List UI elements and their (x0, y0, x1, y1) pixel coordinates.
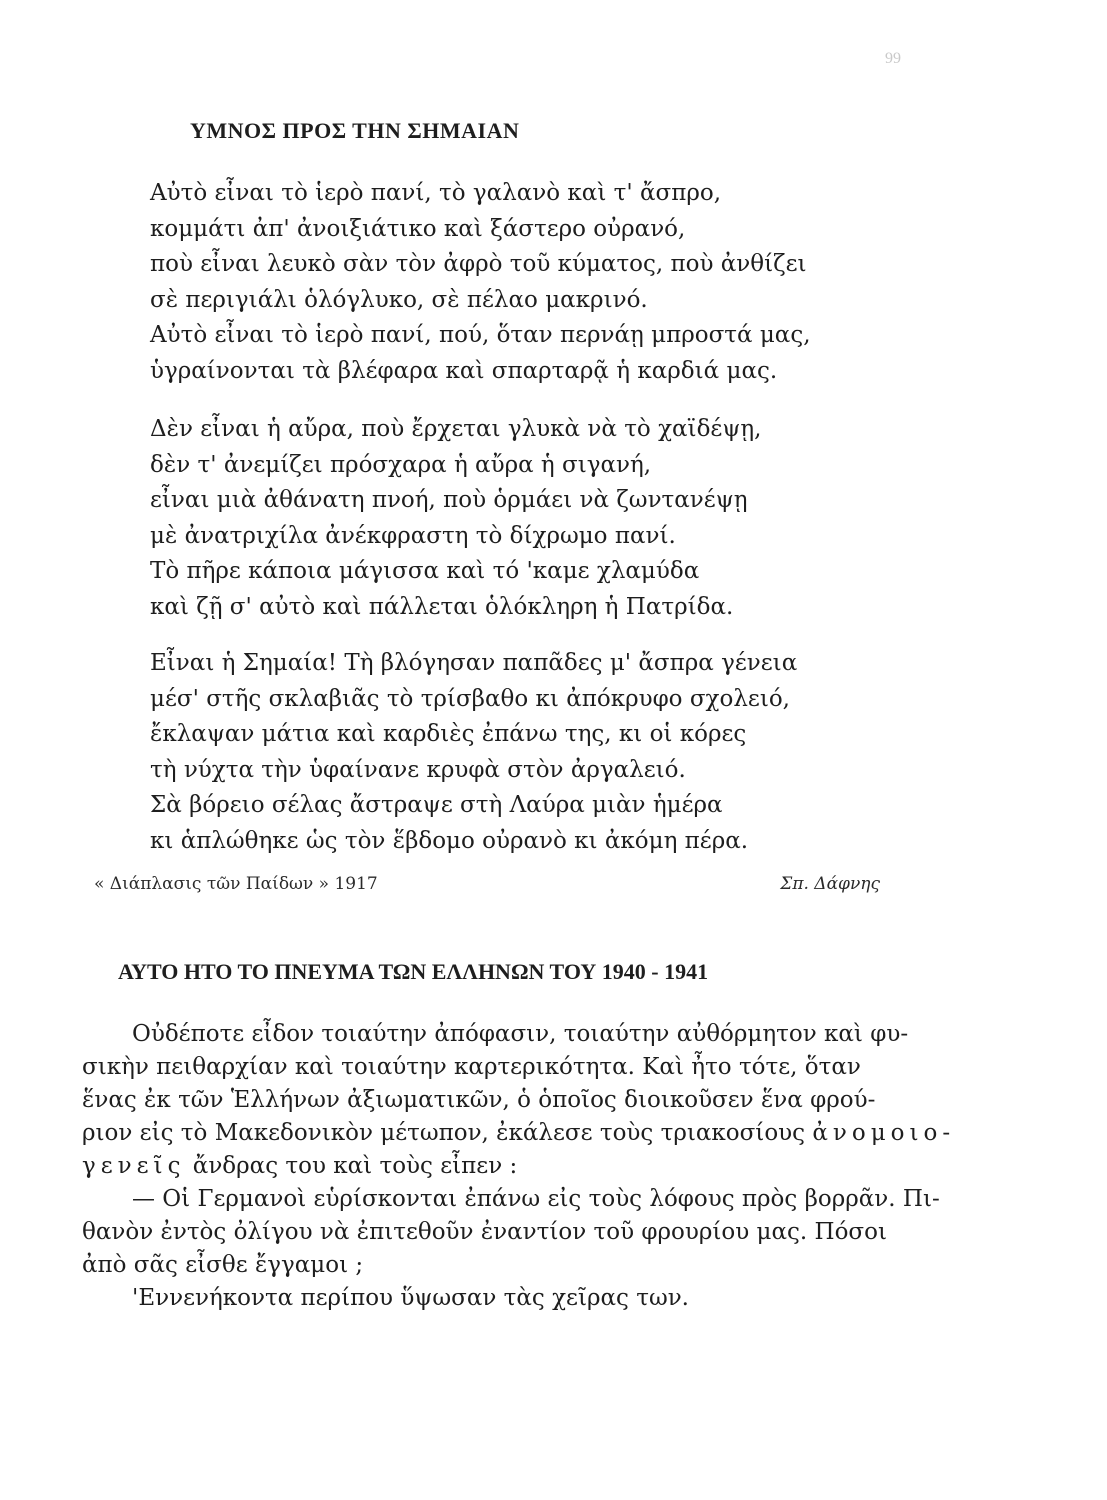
poem-stanza-3 (150, 646, 797, 859)
essay-line: — Οἱ Γερμανοὶ εὑρίσκονται ἐπάνω εἰς τοὺς λόφους πρὸς βορρᾶν. Πι- (132, 1186, 940, 1212)
poem-line: μὲ ἀνατριχίλα ἀνέκφραστη τὸ δίχρωμο πανί. (150, 522, 676, 549)
page-number: 99 (885, 50, 901, 67)
poem-line: ποὺ εἶναι λευκὸ σὰν τὸν ἀφρὸ τοῦ κύματος, ποὺ ἀνθίζει (150, 251, 807, 277)
essay-spaced-word: γενεῖς (82, 1153, 186, 1179)
essay-title: ΑΥΤΟ ΗΤΟ ΤΟ ΠΝΕΥΜΑ ΤΩΝ ΕΛΛΗΝΩΝ ΤΟΥ 1940 - 1941 (118, 959, 709, 984)
poem-title: ΥΜΝΟΣ ΠΡΟΣ ΤΗΝ ΣΗΜΑΙΑΝ (190, 118, 520, 143)
poem-source: « Διάπλασις τῶν Παίδων » 1917 (94, 874, 378, 894)
poem-line: Εἶναι ἡ Σημαία! Τὴ βλόγησαν παπᾶδες μ' ἄσπρα γένεια (150, 650, 798, 676)
poem-line: κομμάτι ἀπ' ἀνοιξιάτικο καὶ ξάστερο οὐρανό, (150, 215, 686, 242)
essay-line: Οὐδέποτε εἶδον τοιαύτην ἀπόφασιν, τοιαύτην αὐθόρμητον καὶ φυ- (132, 1021, 909, 1047)
essay-line: θανὸν ἐντὸς ὀλίγου νὰ ἐπιτεθοῦν ἐναντίον τοῦ φρουρίου μας. Πόσοι (82, 1219, 887, 1245)
essay-line: σικὴν πειθαρχίαν καὶ τοιαύτην καρτερικότητα. Καὶ ἦτο τότε, ὅταν (82, 1054, 861, 1080)
poem-stanza-1 (150, 176, 811, 389)
poem-line: δὲν τ' ἀνεμίζει πρόσχαρα ἡ αὔρα ἡ σιγανή, (150, 451, 652, 478)
poem-line: Αὐτὸ εἶναι τὸ ἱερὸ πανί, τὸ γαλανὸ καὶ τ' ἄσπρο, (150, 180, 722, 206)
poem-line: σὲ περιγιάλι ὁλόγλυκο, σὲ πέλαο μακρινό. (150, 286, 648, 313)
essay-line: ἕνας ἐκ τῶν Ἑλλήνων ἀξιωματικῶν, ὁ ὁποῖος διοικοῦσεν ἕνα φρού- (82, 1087, 876, 1113)
poem-stanza-2 (150, 412, 761, 625)
poem-line: τὴ νύχτα τὴν ὑφαίνανε κρυφὰ στὸν ἀργαλειό. (150, 756, 686, 783)
poem-line: μέσ' στῆς σκλαβιᾶς τὸ τρίσβαθο κι ἀπόκρυφο σχολειό, (150, 685, 790, 712)
poem-line: Αὐτὸ εἶναι τὸ ἱερὸ πανί, πού, ὅταν περνάῃ μπροστά μας, (150, 322, 811, 348)
poem-line: ἔκλαψαν μάτια καὶ καρδιὲς ἐπάνω της, κι οἱ κόρες (150, 721, 747, 747)
essay-line-text: ἄνδρας του καὶ τοὺς εἶπεν : (192, 1153, 518, 1179)
poem-line: κι ἁπλώθηκε ὡς τὸν ἕβδομο οὐρανὸ κι ἀκόμη πέρα. (150, 827, 749, 854)
poem-line: Σὰ βόρειο σέλας ἄστραψε στὴ Λαύρα μιὰν ἡμέρα (150, 792, 723, 818)
essay-line: 'Εννενήκοντα περίπου ὕψωσαν τὰς χεῖρας των. (132, 1285, 689, 1311)
poem-line: ὑγραίνονται τὰ βλέφαρα καὶ σπαρταρᾷ ἡ καρδιά μας. (150, 357, 778, 384)
essay-body (82, 1018, 956, 1315)
poem-line: Τὸ πῆρε κάποια μάγισσα καὶ τό 'καμε χλαμύδα (150, 558, 700, 584)
poem-line: καὶ ζῇ σ' αὐτὸ καὶ πάλλεται ὁλόκληρη ἡ Πατρίδα. (150, 593, 734, 620)
poem-author: Σπ. Δάφνης (780, 874, 880, 894)
essay-spaced-word: ἀνομοιο- (812, 1120, 956, 1146)
essay-line: ἀπὸ σᾶς εἶσθε ἔγγαμοι ; (82, 1252, 364, 1278)
essay-line-text: ριον εἰς τὸ Μακεδονικὸν μέτωπον, ἐκάλεσε τοὺς τριακοσίους (82, 1120, 806, 1146)
essay-line (82, 1150, 912, 1183)
essay-line (82, 1117, 956, 1150)
poem-line: Δὲν εἶναι ἡ αὔρα, ποὺ ἔρχεται γλυκὰ νὰ τὸ χαϊδέψῃ, (150, 416, 762, 442)
poem-line: εἶναι μιὰ ἀθάνατη πνοή, ποὺ ὁρμάει νὰ ζωντανέψῃ (150, 487, 748, 513)
